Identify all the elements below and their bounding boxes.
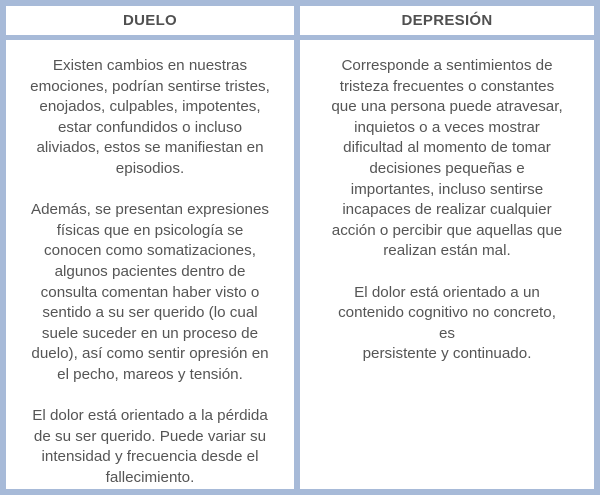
- duelo-paragraph-emotions: Existen cambios en nuestras emociones, podrían sentirse tristes, enojados, culpables, impotentes, estar confundidos o incluso aliviados, estos se manifiestan en episodios.: [30, 57, 270, 177]
- header-duelo: DUELO: [6, 6, 294, 35]
- depresion-paragraph-feelings: Corresponde a sentimientos de tristeza frecuentes o constantes que una persona puede atravesar, inquietos o a veces mostrar dificultad al momento de tomar decisiones pequeñas e importantes, incluso sentirse incapaces de realizar cualquier acción o percibir que aquellas que realizan están mal.: [331, 57, 563, 260]
- duelo-paragraph-pain: El dolor está orientado a la pérdida de su ser querido. Puede variar su intensidad y frecuencia desde el fallecimiento.: [32, 407, 268, 486]
- cell-depresion: [300, 40, 594, 489]
- depresion-paragraph-pain: El dolor está orientado a un contenido cognitivo no concreto, es persistente y continuado.: [338, 283, 556, 363]
- header-depresion: DEPRESIÓN: [300, 6, 594, 35]
- duelo-paragraph-physical: Además, se presentan expresiones físicas que en psicología se conocen como somatizaciones, algunos pacientes dentro de consulta comentan haber visto o sentido a su ser querido (lo cual suele suceder en un proceso de duelo), así como sentir opresión en el pecho, mareos y tensión.: [30, 201, 270, 383]
- cell-duelo: [6, 40, 294, 489]
